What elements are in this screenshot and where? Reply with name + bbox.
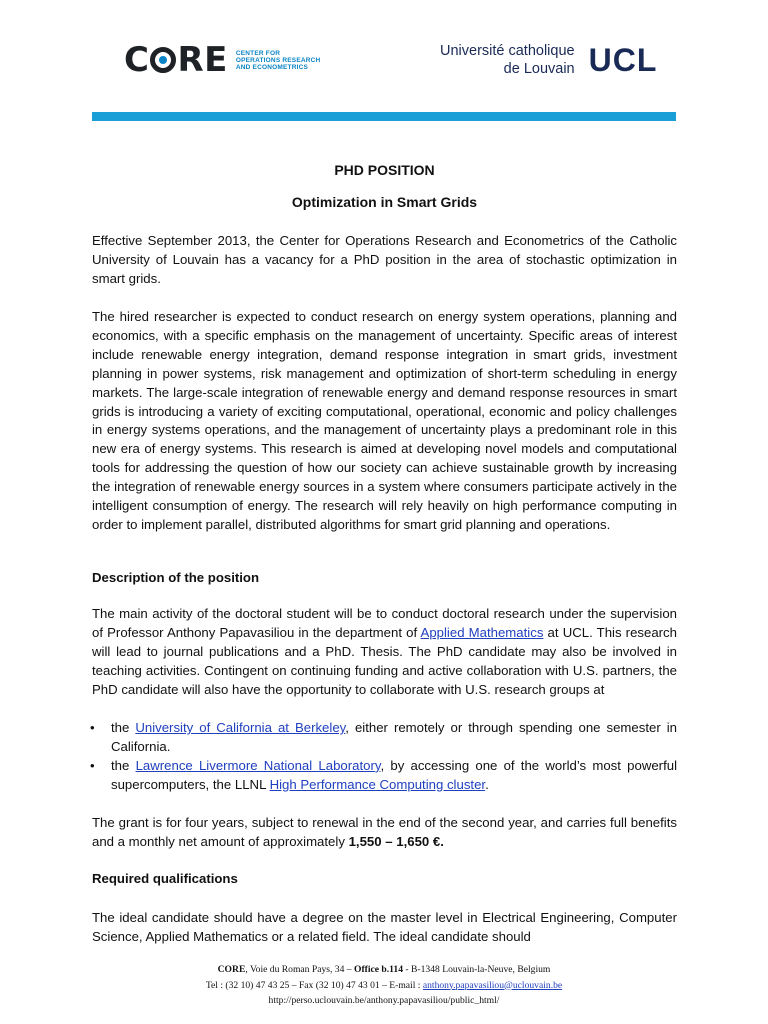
hpc-cluster-link[interactable]: High Performance Computing cluster [269,776,486,792]
footer-contact [0,978,768,994]
core-tagline-line: AND ECONOMETRICS [235,63,309,71]
grant-paragraph [92,814,677,852]
page-subtitle: Optimization in Smart Grids [291,194,478,210]
core-tagline-line: OPERATIONS RESEARCH [235,56,321,64]
footer-address [0,962,768,978]
llnl-link[interactable]: Lawrence Livermore National Laboratory [135,757,381,773]
list-item [92,719,677,757]
header-divider-bar [92,112,676,121]
intro-paragraph: Effective September 2013, the Center for Operations Research and Econometrics of the Catholic University of Louvain has a vacancy for a PhD position in the area of stochastic optimization in smart grids. [92,233,677,286]
list-item [92,757,677,795]
core-logo [124,40,320,80]
grant-text: The grant is for four years, subject to renewal in the end of the second year, and carries full benefits and a monthly net amount of approximately [92,815,677,849]
core-tagline-line: CENTER FOR [235,49,281,57]
footer-core: CORE [217,964,246,975]
footer-url[interactable]: http://perso.uclouvain.be/anthony.papavasiliou/public_html/ [268,995,500,1006]
list-item-suffix: , either remotely or through spending one semester in California. [111,720,678,754]
list-item-suffix2: . [485,776,489,792]
list-item-prefix: the [111,757,136,773]
list-item-suffix: , by accessing one of the world’s most powerful supercomputers, the LLNL [111,757,678,792]
page-title: PHD POSITION [334,162,435,178]
description-text-start: The main activity of the doctoral student will be to conduct doctoral research under the supervision of Professor Anthony Papavasiliou in the department of [92,606,677,640]
qualifications-heading: Required qualifications [92,871,238,886]
footer-office: Office b.114 [354,964,404,975]
qualifications-paragraph: The ideal candidate should have a degree on the master level in Electrical Engineering, Computer Science, Applied Mathematics or a related field. The ideal candidate should [92,910,677,944]
ucl-logo [440,40,657,80]
core-tagline [236,50,321,71]
applied-mathematics-link[interactable]: Applied Mathematics [420,624,544,640]
description-heading: Description of the position [92,570,260,585]
footer-phone-fax: Tel : (32 10) 47 43 25 – Fax (32 10) 47 43 01 – E-mail : [205,979,423,991]
grant-amount: 1,550 – 1,650 €. [348,833,444,849]
ucl-name-line2: de Louvain [503,61,575,77]
description-text-end: at UCL. This research will lead to journal publications and a PhD. Thesis. The PhD candidate may also be involved in teaching activities. Contingent on continuing funding and active collaboration with U.S. partners, the PhD candidate will also have the opportunity to collaborate with U.S. research groups at [92,624,677,697]
ucl-full-name [440,42,575,78]
footer-address-part2: - B-1348 Louvain-la-Neuve, Belgium [403,964,551,975]
footer-address-part1: , Voie du Roman Pays, 34 – [245,964,354,975]
ucl-name-line1: Université catholique [440,43,575,59]
page-footer [0,962,768,1009]
collaboration-list [92,719,677,795]
description-paragraph [92,605,677,700]
berkeley-link[interactable]: University of California at Berkeley [135,720,346,735]
ucl-short-name: UCL [588,41,658,78]
footer-email-link[interactable]: anthony.papavasiliou@uclouvain.be [422,979,563,991]
list-item-prefix: the [111,720,136,735]
bullet-icon: • [90,720,95,735]
core-logo-o-icon [150,47,176,73]
research-paragraph: The hired researcher is expected to conduct research on energy system operations, planning and economics, with a specific emphasis on the management of uncertainty. Specific areas of interest include renewable energy integration, demand response integration in smart grids, investment planning in power systems, risk management and optimization of short-term scheduling in energy markets. The large-scale integration of renewable energy and demand response resources in smart grids is introducing a variety of exciting computational, operational, economic and policy challenges in energy systems operations, and the management of uncertainty plays a predominant role in this new era of energy systems. This research is aimed at developing novel models and computational tools for addressing the question of how our society can achieve sustainable growth by increasing the integration of renewable energy sources in a system where consumers participate actively in the intelligent consumption of energy. The research will rely heavily on high performance computing in order to implement parallel, distributed algorithms for smart grid planning and operations. [92,309,677,532]
core-logo-wordmark: C RE [124,40,228,80]
bullet-icon: • [90,757,95,773]
